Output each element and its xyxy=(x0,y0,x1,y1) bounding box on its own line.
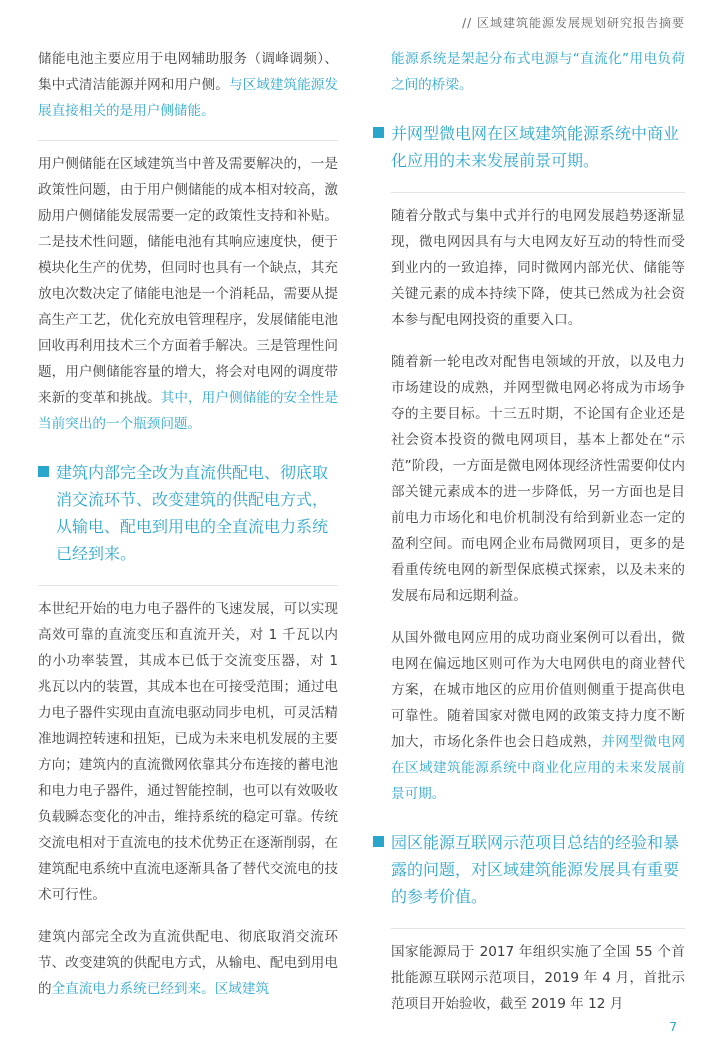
section-body-energy-internet xyxy=(373,928,685,1017)
section-heading-text: 建筑内部完全改为直流供配电、彻底取消交流环节、改变建筑的供配电方式，从输电、配电到用电的全直流电力系统已经到来。 xyxy=(56,463,329,563)
section-heading-dc-power xyxy=(38,459,338,567)
left-column xyxy=(38,46,338,1018)
highlight-text: 其中，用户侧储能的安全性是当前突出的一个瓶颈问题。 xyxy=(38,390,339,432)
section-heading-text: 园区能源互联网示范项目总结的经验和暴露的问题，对区域建筑能源发展具有重要的参考价值。 xyxy=(391,833,680,906)
paragraph-text: 储能电池主要应用于电网辅助服务（调峰调频）、集中式清洁能源并网和用户侧。 xyxy=(38,51,338,93)
divider xyxy=(391,192,685,193)
section-body-microgrid xyxy=(373,192,685,807)
running-header: // 区域建筑能源发展规划研究报告摘要 xyxy=(462,16,685,30)
paragraph-text: 从国外微电网应用的成功商业案例可以看出，微电网在偏远地区则可作为大电网供电的商业替代方案，在城市地区的应用价值则侧重于提高供电可靠性。随着国家对微电网的政策支持力度不断加大，市场化条件也会日趋成熟， xyxy=(391,630,685,750)
paragraph-market-reform: 随着新一轮电改对配售电领域的开放，以及电力市场建设的成熟，并网型微电网必将成为市场争夺的主要目标。十三五时期，不论国有企业还是社会资本投资的微电网项目，基本上都处在“示范”阶段，一方面是微电网体现经济性需要仰仗内部关键元素成本的进一步降低，另一方面也是目前电力市场化和电价机制没有给到新业态一定的盈利空间。而电网企业布局微网项目，更多的是看重传统电网的新型保底模式探索，以及未来的发展布局和远期利益。 xyxy=(391,354,685,604)
highlight-text: 并网型微电网在区域建筑能源系统中商业化应用的未来发展前景可期。 xyxy=(391,734,686,802)
page-number: 7 xyxy=(669,1020,677,1034)
section-heading-microgrid xyxy=(373,120,685,174)
paragraph-user-storage-issues xyxy=(38,151,338,437)
paragraph-dc-building xyxy=(38,924,338,1002)
paragraph-text: 建筑内部完全改为直流供配电、彻底取消交流环节、改变建筑的供配电方式，从输电、配电到用电的 xyxy=(38,929,338,997)
paragraph-power-electronics: 本世纪开始的电力电子器件的飞速发展，可以实现高效可靠的直流变压和直流开关，对 1 千瓦以内的小功率装置，其成本已低于交流变压器，对 1 兆瓦以内的装置，其成本也在可接受范围；通过电力电子器件实现由直流电驱动同步电机，可灵活精准地调控转速和扭矩，已成为未来电机发展的主要方向；建筑内的直流微网依靠其分布连接的蓄电池和电力电子器件，通过智能控制，也可以有效吸收负载瞬态变化的冲击，维持系统的稳定可靠。传统交流电相对于直流电的技术优势正在逐渐削弱，在建筑配电系统中直流电逐渐具备了替代交流电的技术可行性。 xyxy=(38,601,338,903)
paragraph-text: 用户侧储能在区域建筑当中普及需要解决的，一是政策性问题，由于用户侧储能的成本相对较高，激励用户侧储能发展需要一定的政策性支持和补贴。二是技术性问题，储能电池有其响应速度快，便于模块化生产的优势，但同时也具有一个缺点，其充放电次数决定了储能电池是一个消耗品，需要从提高生产工艺，优化充放电管理程序，发展储能电池回收再利用技术三个方面着手解决。三是管理性问题，用户侧储能容量的增大，将会对电网的调度带来新的变革和挑战。 xyxy=(38,156,338,406)
square-bullet-icon xyxy=(373,127,384,138)
paragraph-foreign-cases xyxy=(391,625,685,807)
paragraph-microgrid-trend: 随着分散式与集中式并行的电网发展趋势逐渐显现，微电网因具有与大电网友好互动的特性而受到业内的一致追捧，同时微网内部光伏、储能等关键元素的成本持续下降，使其已然成为社会资本参与配电网投资的重要入口。 xyxy=(391,208,685,328)
right-column xyxy=(373,46,685,1033)
section-heading-text: 并网型微电网在区域建筑能源系统中商业化应用的未来发展前景可期。 xyxy=(391,124,680,170)
divider xyxy=(38,140,338,141)
paragraph-nea-projects: 国家能源局于 2017 年组织实施了全国 55 个首批能源互联网示范项目，2019 年 4 月，首批示范项目开始验收，截至 2019 年 12 月 xyxy=(391,944,685,1012)
section-heading-energy-internet xyxy=(373,829,685,910)
paragraph-bridge-continuation: 能源系统是架起分布式电源与“直流化”用电负荷之间的桥梁。 xyxy=(391,51,685,93)
square-bullet-icon xyxy=(38,466,49,477)
square-bullet-icon xyxy=(373,836,384,847)
divider xyxy=(391,928,685,929)
highlight-text: 与区域建筑能源发展直接相关的是用户侧储能。 xyxy=(38,77,338,119)
paragraph-storage-applications xyxy=(38,46,338,124)
highlight-text: 全直流电力系统已经到来。区域建筑 xyxy=(51,981,270,997)
divider xyxy=(38,585,338,586)
